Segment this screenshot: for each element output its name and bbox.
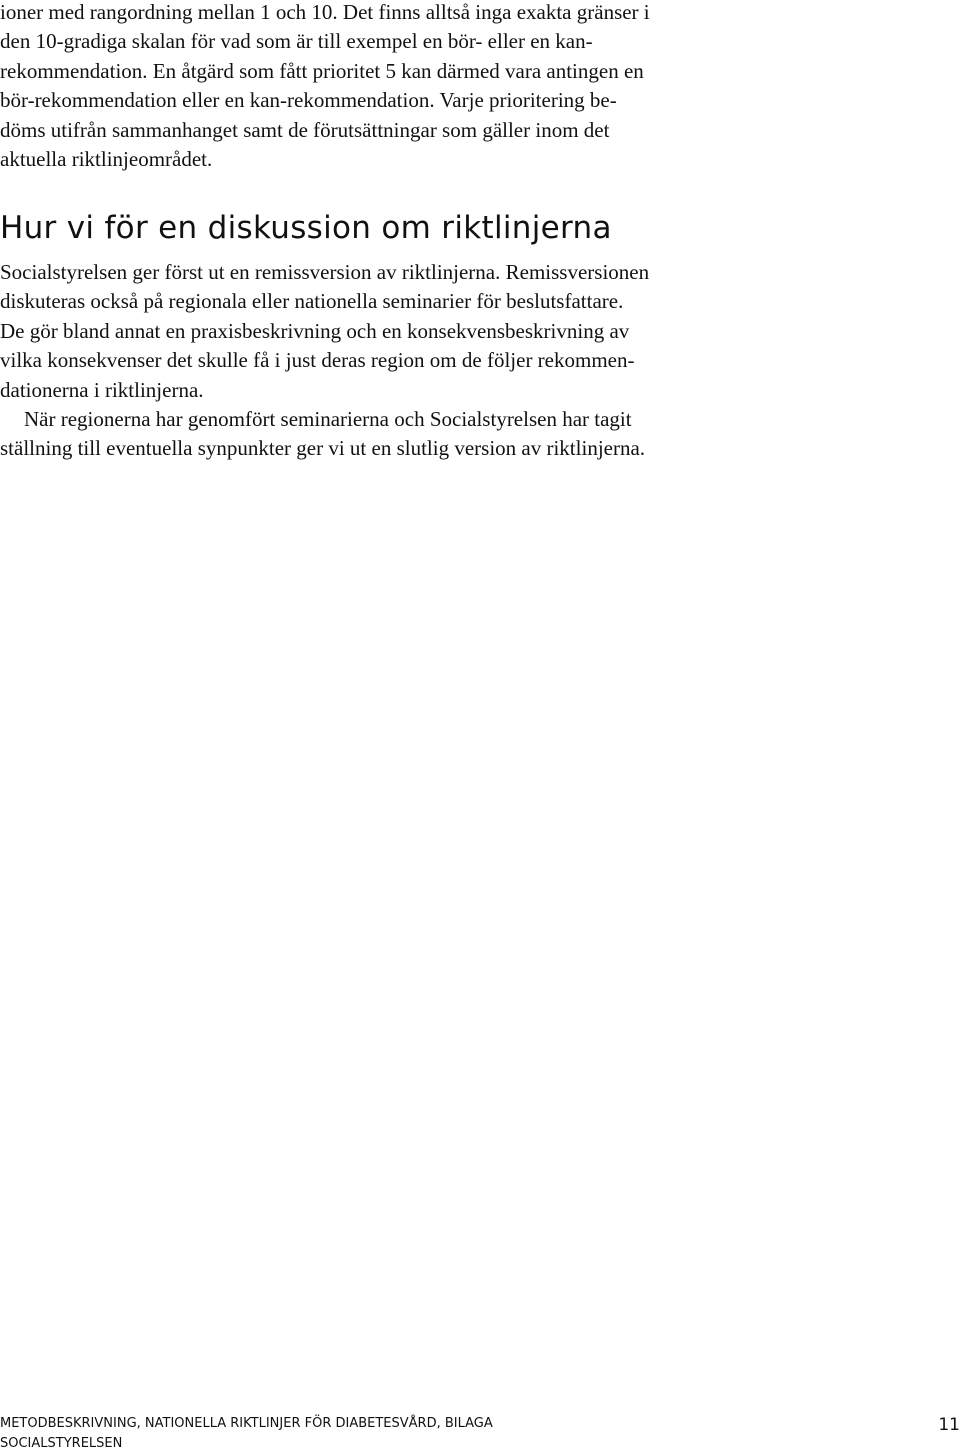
text-line: rekommendation. En åtgärd som fått prioritet 5 kan därmed vara antingen en [0, 58, 644, 83]
page-number: 11 [938, 1415, 960, 1435]
text-line: diskuteras också på regionala eller nationella seminarier för beslutsfattare. [0, 289, 624, 314]
footer-title [0, 1414, 493, 1454]
footer-line: METODBESKRIVNING, NATIONELLA RIKTLINJER FÖR DIABETESVÅRD, BILAGA [0, 1416, 493, 1431]
text-line: Socialstyrelsen ger först ut en remissversion av riktlinjerna. Remissversionen [0, 260, 650, 284]
text-line: aktuella riktlinjeområdet. [0, 147, 213, 172]
text-line: När regionerna har genomfört seminarierna och Socialstyrelsen har tagit [24, 407, 632, 431]
text-line: De gör bland annat en praxisbeskrivning och en konsekvensbeskrivning av [0, 318, 630, 343]
text-line: den 10-gradiga skalan för vad som är till exempel en bör- eller en kan- [0, 29, 593, 54]
text-line: bör-rekommendation eller en kan-rekommendation. Varje prioritering be- [0, 88, 617, 113]
paragraph-final-version [0, 405, 960, 464]
footer-line: SOCIALSTYRELSEN [0, 1436, 123, 1451]
section-heading: Hur vi för en diskussion om riktlinjerna [0, 210, 612, 246]
text-line: vilka konsekvenser det skulle få i just deras region om de följer rekommen- [0, 348, 635, 373]
text-line: döms utifrån sammanhanget samt de förutsättningar som gäller inom det [0, 117, 610, 142]
paragraph-continuation [0, 0, 960, 174]
paragraph-remiss [0, 258, 960, 405]
text-line: dationerna i riktlinjerna. [0, 377, 204, 402]
text-line: ioner med rangordning mellan 1 och 10. Det finns alltså inga exakta gränser i [0, 0, 650, 24]
text-line: ställning till eventuella synpunkter ger vi ut en slutlig version av riktlinjerna. [0, 436, 646, 461]
